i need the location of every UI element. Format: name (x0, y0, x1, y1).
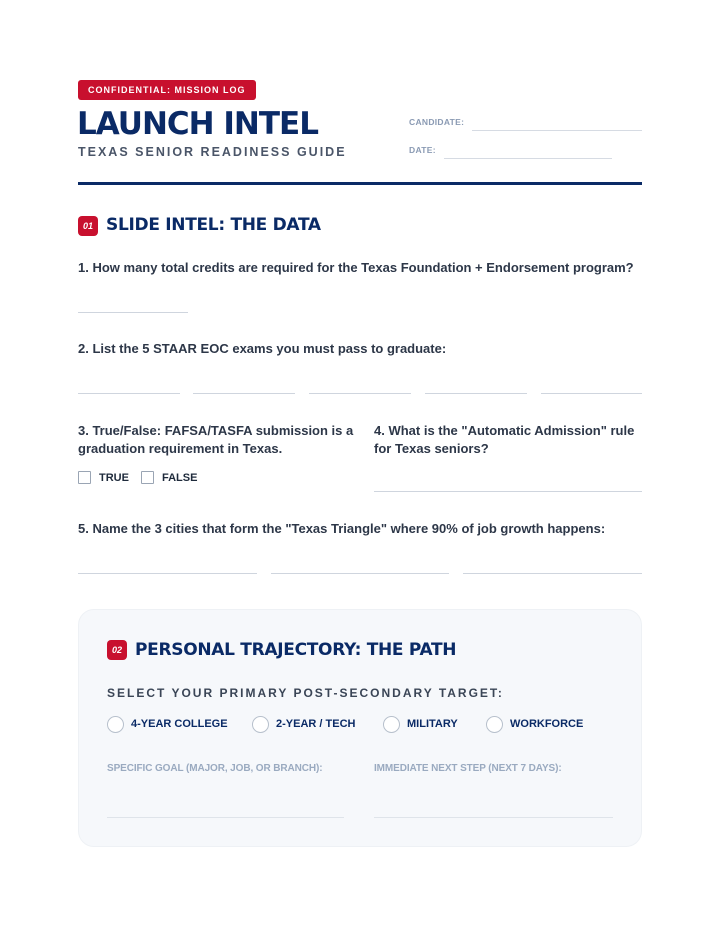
date-label: DATE: (409, 145, 436, 155)
answer-line-q4[interactable] (374, 491, 642, 492)
answer-line-q5-3[interactable] (463, 573, 642, 574)
answer-line-q2-2[interactable] (193, 393, 295, 394)
answer-line-q5-2[interactable] (271, 573, 449, 574)
goal-field[interactable] (107, 817, 344, 818)
page-title: LAUNCH INTEL (77, 106, 318, 142)
date-field[interactable] (444, 158, 612, 159)
radio-label: 2-YEAR / TECH (276, 718, 356, 730)
section-title: PERSONAL TRAJECTORY: THE PATH (135, 640, 457, 660)
answer-line-q2-1[interactable] (78, 393, 180, 394)
question-4: 4. What is the "Automatic Admission" rule for Texas seniors? (374, 423, 635, 456)
answer-line-q2-5[interactable] (541, 393, 642, 394)
question-1: 1. How many total credits are required for the Texas Foundation + Endorsement program? (78, 260, 634, 275)
target-prompt: SELECT YOUR PRIMARY POST-SECONDARY TARGET: (107, 686, 504, 700)
radio-label: MILITARY (407, 718, 458, 730)
radio-workforce[interactable] (486, 716, 503, 733)
candidate-field[interactable] (472, 130, 642, 131)
section-number-badge: 02 (107, 640, 127, 660)
header-divider (78, 182, 642, 185)
confidential-badge: CONFIDENTIAL: MISSION LOG (78, 80, 256, 100)
goal-label: SPECIFIC GOAL (MAJOR, JOB, OR BRANCH): (107, 763, 323, 774)
true-checkbox[interactable] (78, 471, 91, 484)
false-label: FALSE (162, 472, 198, 484)
next-step-label: IMMEDIATE NEXT STEP (NEXT 7 DAYS): (374, 763, 562, 774)
section-title: SLIDE INTEL: THE DATA (106, 215, 321, 235)
next-step-field[interactable] (374, 817, 613, 818)
question-3: 3. True/False: FAFSA/TASFA submission is a graduation requirement in Texas. (78, 423, 354, 456)
answer-line-q2-4[interactable] (425, 393, 527, 394)
radio-label: 4-YEAR COLLEGE (131, 718, 228, 730)
page-subtitle: TEXAS SENIOR READINESS GUIDE (78, 145, 347, 159)
answer-line-q1[interactable] (78, 312, 188, 313)
radio-4-year-college[interactable] (107, 716, 124, 733)
candidate-label: CANDIDATE: (409, 117, 465, 127)
radio-military[interactable] (383, 716, 400, 733)
answer-line-q5-1[interactable] (78, 573, 257, 574)
question-2: 2. List the 5 STAAR EOC exams you must pass to graduate: (78, 341, 447, 356)
question-5: 5. Name the 3 cities that form the "Texas Triangle" where 90% of job growth happens: (78, 521, 606, 536)
true-label: TRUE (99, 472, 129, 484)
section-number-badge: 01 (78, 216, 98, 236)
radio-label: WORKFORCE (510, 718, 584, 730)
radio-2-year-tech[interactable] (252, 716, 269, 733)
answer-line-q2-3[interactable] (309, 393, 411, 394)
false-checkbox[interactable] (141, 471, 154, 484)
